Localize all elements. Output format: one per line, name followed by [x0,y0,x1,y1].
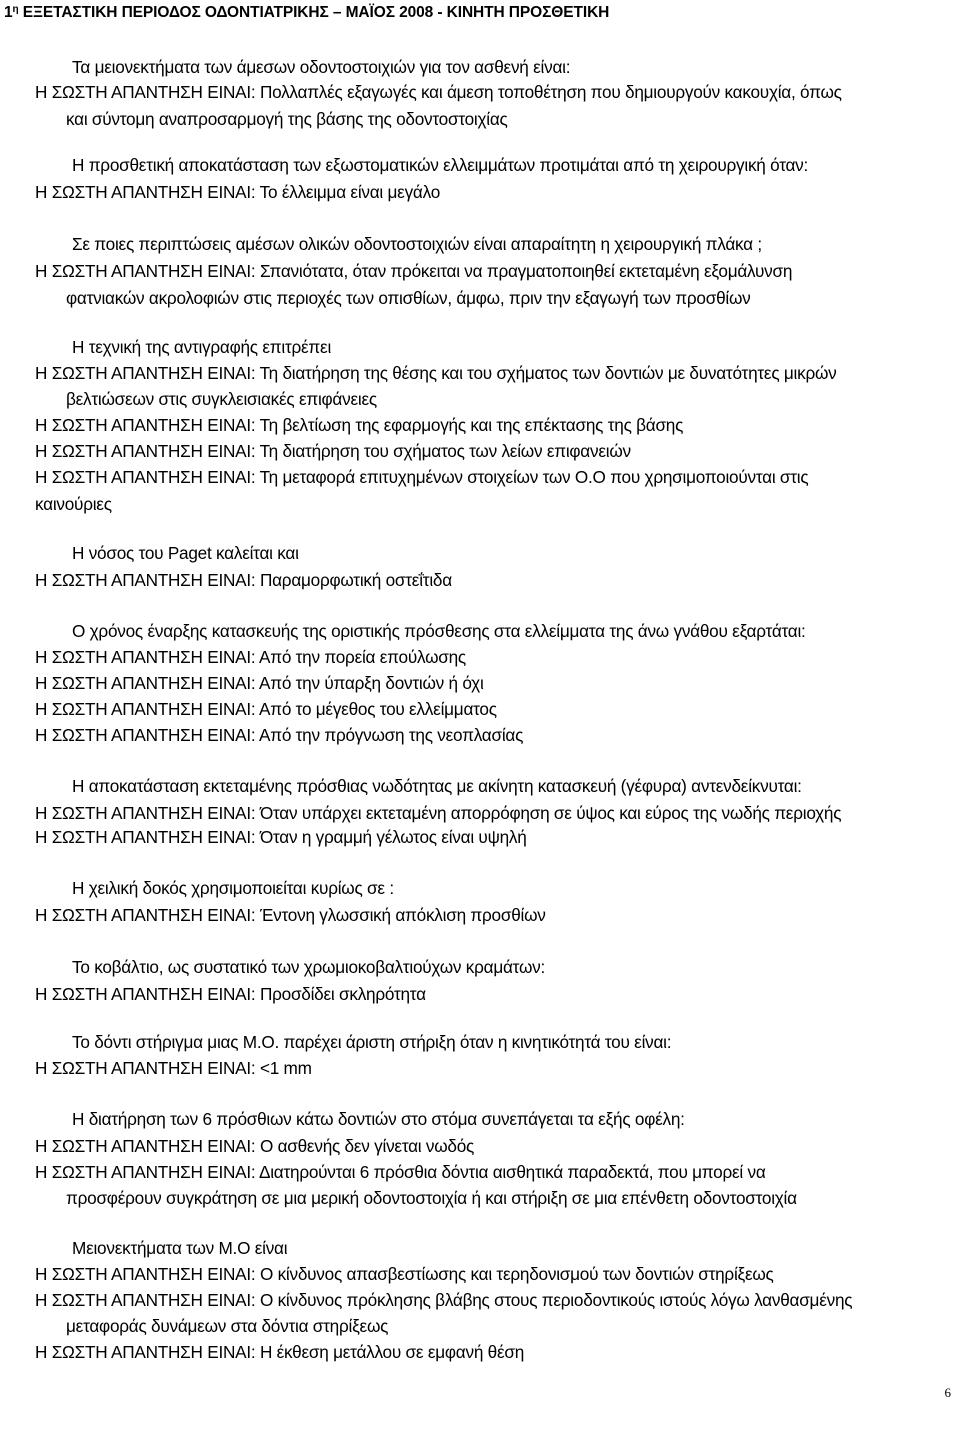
answer-text: Η ΣΩΣΤΗ ΑΠΑΝΤΗΣΗ ΕΙΝΑΙ: Τη βελτίωση της εφαρμογής και της επέκτασης της βάσης [35,415,684,435]
question-text: Η τεχνική της αντιγραφής επιτρέπει [72,337,332,357]
question-text: Μειονεκτήματα των Μ.Ο είναι [72,1238,288,1258]
answer-text: Η ΣΩΣΤΗ ΑΠΑΝΤΗΣΗ ΕΙΝΑΙ: Τη διατήρηση του σχήματος των λείων επιφανειών [35,441,631,461]
answer-text: Η ΣΩΣΤΗ ΑΠΑΝΤΗΣΗ ΕΙΝΑΙ: Παραμορφωτική οστεΐτιδα [35,570,452,590]
question-text: Τα μειονεκτήματα των άμεσων οδοντοστοιχιών για τον ασθενή είναι: [72,57,571,77]
answer-continuation: προσφέρουν συγκράτηση σε μια μερική οδοντοστοιχία ή και στήριξη σε μια επένθετη οδοντοστοιχία [66,1188,797,1208]
answer-continuation: βελτιώσεων στις συγκλεισιακές επιφάνειες [66,389,377,409]
answer-text: Η ΣΩΣΤΗ ΑΠΑΝΤΗΣΗ ΕΙΝΑΙ: Η έκθεση μετάλλου σε εμφανή θέση [35,1342,525,1362]
answer-text: Η ΣΩΣΤΗ ΑΠΑΝΤΗΣΗ ΕΙΝΑΙ: Ο κίνδυνος απασβεστίωσης και τερηδονισμού των δοντιών στηρίξεως [35,1264,774,1284]
answer-continuation: καινούριες [35,494,112,514]
answer-text: Η ΣΩΣΤΗ ΑΠΑΝΤΗΣΗ ΕΙΝΑΙ: Ο κίνδυνος πρόκλησης βλάβης στους περιοδοντικούς ιστούς λόγω λανθασμένης [35,1290,853,1310]
answer-text: Η ΣΩΣΤΗ ΑΠΑΝΤΗΣΗ ΕΙΝΑΙ: <1 mm [35,1058,312,1078]
answer-text: Η ΣΩΣΤΗ ΑΠΑΝΤΗΣΗ ΕΙΝΑΙ: Προσδίδει σκληρότητα [35,984,426,1004]
answer-continuation: μεταφοράς δυνάμεων στα δόντια στηρίξεως [66,1316,389,1336]
question-text: Το δόντι στήριγμα μιας Μ.Ο. παρέχει άριστη στήριξη όταν η κινητικότητά του είναι: [72,1032,672,1052]
question-text: Η αποκατάσταση εκτεταμένης πρόσθιας νωδότητας με ακίνητη κατασκευή (γέφυρα) αντενδείκνυται: [72,776,802,796]
answer-text: Η ΣΩΣΤΗ ΑΠΑΝΤΗΣΗ ΕΙΝΑΙ: Από το μέγεθος του ελλείμματος [35,699,497,719]
answer-text: Η ΣΩΣΤΗ ΑΠΑΝΤΗΣΗ ΕΙΝΑΙ: Από την ύπαρξη δοντιών ή όχι [35,673,484,693]
header-title: ΕΞΕΤΑΣΤΙΚΗ ΠΕΡΙΟΔΟΣ ΟΔΟΝΤΙΑΤΡΙΚΗΣ – ΜΑΪΟΣ 2008 - ΚΙΝΗΤΗ ΠΡΟΣΘΕΤΙΚΗ [18,4,610,21]
question-text: Σε ποιες περιπτώσεις αμέσων ολικών οδοντοστοιχιών είναι απαραίτητη η χειρουργική πλάκα ; [72,234,762,254]
answer-continuation: και σύντομη αναπροσαρμογή της βάσης της οδοντοστοιχίας [66,109,508,129]
answer-continuation: φατνιακών ακρολοφιών στις περιοχές των οπισθίων, άμφω, πριν την εξαγωγή των προσθίων [66,288,751,308]
answer-text: Η ΣΩΣΤΗ ΑΠΑΝΤΗΣΗ ΕΙΝΑΙ: Όταν η γραμμή γέλωτος είναι υψηλή [35,827,527,847]
question-text: Η προσθετική αποκατάσταση των εξωστοματικών ελλειμμάτων προτιμάται από τη χειρουργική όταν: [72,155,809,175]
answer-text: Η ΣΩΣΤΗ ΑΠΑΝΤΗΣΗ ΕΙΝΑΙ: Τη διατήρηση της θέσης και του σχήματος των δοντιών με δυνατότητες μικρών [35,363,837,383]
answer-text: Η ΣΩΣΤΗ ΑΠΑΝΤΗΣΗ ΕΙΝΑΙ: Πολλαπλές εξαγωγές και άμεση τοποθέτηση που δημιουργούν κακουχία, όπως [35,82,842,102]
answer-text: Η ΣΩΣΤΗ ΑΠΑΝΤΗΣΗ ΕΙΝΑΙ: Σπανιότατα, όταν πρόκειται να πραγματοποιηθεί εκτεταμένη εξομάλυνση [35,261,793,281]
question-text: Ο χρόνος έναρξης κατασκευής της οριστικής πρόσθεσης στα ελλείμματα της άνω γνάθου εξαρτάται: [72,621,806,641]
answer-text: Η ΣΩΣΤΗ ΑΠΑΝΤΗΣΗ ΕΙΝΑΙ: Από την πρόγνωση της νεοπλασίας [35,725,524,745]
answer-text: Η ΣΩΣΤΗ ΑΠΑΝΤΗΣΗ ΕΙΝΑΙ: Από την πορεία επούλωσης [35,647,466,667]
question-text: Η διατήρηση των 6 πρόσθιων κάτω δοντιών στο στόμα συνεπάγεται τα εξής οφέλη: [72,1109,685,1129]
answer-text: Η ΣΩΣΤΗ ΑΠΑΝΤΗΣΗ ΕΙΝΑΙ: Ο ασθενής δεν γίνεται νωδός [35,1136,475,1156]
page-number: 6 [944,1385,951,1400]
question-text: Η νόσος του Paget καλείται και [72,543,299,563]
answer-text: Η ΣΩΣΤΗ ΑΠΑΝΤΗΣΗ ΕΙΝΑΙ: Όταν υπάρχει εκτεταμένη απορρόφηση σε ύψος και εύρος της νωδής περιοχής [35,803,842,823]
answer-text: Η ΣΩΣΤΗ ΑΠΑΝΤΗΣΗ ΕΙΝΑΙ: Το έλλειμμα είναι μεγάλο [35,182,441,202]
answer-text: Η ΣΩΣΤΗ ΑΠΑΝΤΗΣΗ ΕΙΝΑΙ: Τη μεταφορά επιτυχημένων στοιχείων των Ο.Ο που χρησιμοποιούνται στις [35,467,809,487]
answer-text: Η ΣΩΣΤΗ ΑΠΑΝΤΗΣΗ ΕΙΝΑΙ: Διατηρούνται 6 πρόσθια δόντια αισθητικά παραδεκτά, που μπορεί να [35,1162,766,1182]
header-ordinal: 1 [4,4,13,21]
question-text: Η χειλική δοκός χρησιμοποιείται κυρίως σε : [72,878,394,898]
header-ordinal-sup: η [12,4,19,15]
question-text: Το κοβάλτιο, ως συστατικό των χρωμιοκοβαλτιούχων κραμάτων: [72,957,546,977]
answer-text: Η ΣΩΣΤΗ ΑΠΑΝΤΗΣΗ ΕΙΝΑΙ: Έντονη γλωσσική απόκλιση προσθίων [35,905,546,925]
